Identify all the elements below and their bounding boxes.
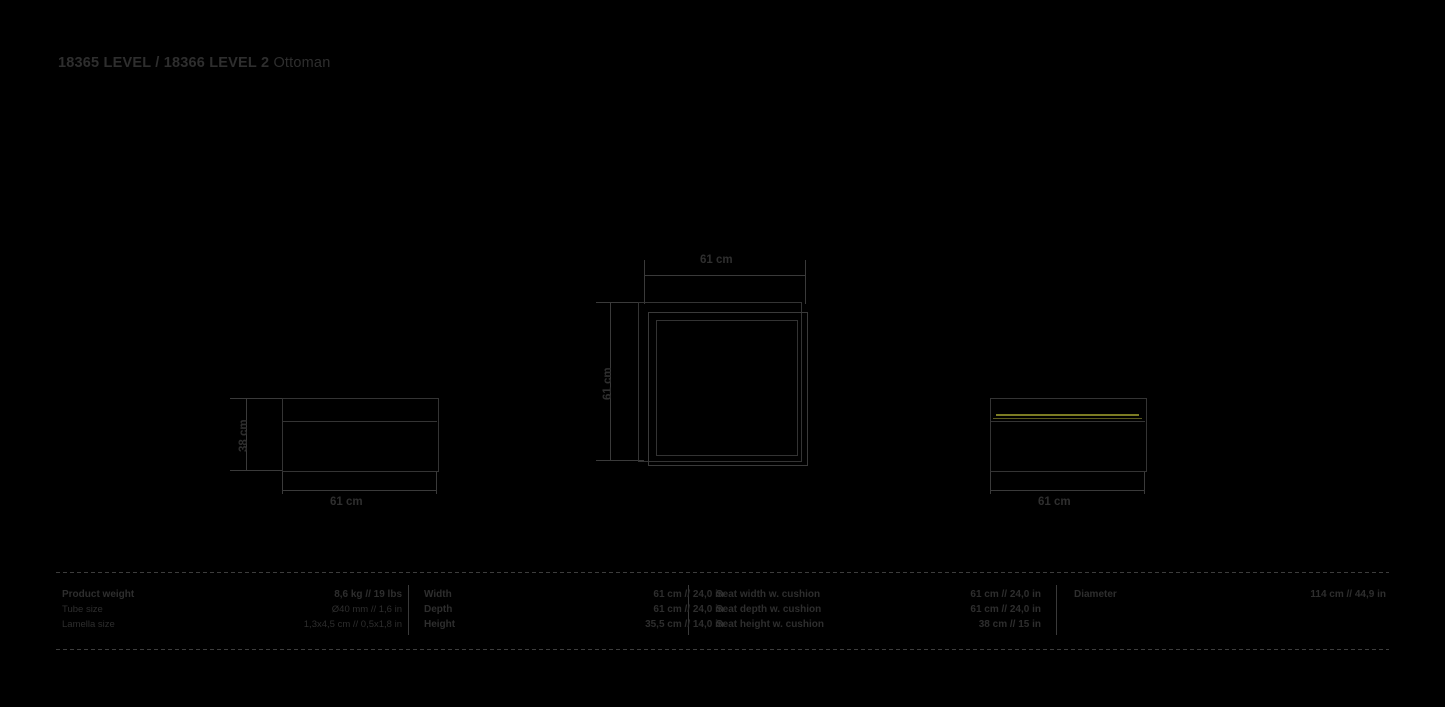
table-row — [62, 603, 402, 618]
dim-line-horizontal — [282, 490, 437, 491]
column-divider — [408, 585, 409, 635]
dim-ext-line — [596, 302, 644, 303]
table-row — [716, 603, 1046, 618]
table-row — [716, 618, 1046, 633]
ottoman-seat-line — [282, 421, 437, 422]
spec-column-seat — [716, 588, 1046, 633]
spec-value: 61 cm // 24,0 in — [970, 604, 1041, 615]
top-view-drawing — [600, 250, 900, 500]
spec-value: Ø40 mm // 1,6 in — [331, 604, 402, 615]
page-title-light: Ottoman — [273, 55, 331, 71]
table-row — [716, 588, 1046, 603]
table-row — [62, 588, 402, 603]
spec-label: Seat width w. cushion — [716, 589, 821, 600]
table-row — [424, 588, 724, 603]
front-view-drawing — [960, 380, 1240, 530]
dim-ext-line — [805, 260, 806, 304]
spec-label: Seat depth w. cushion — [716, 604, 822, 615]
side-view-drawing — [222, 380, 482, 520]
table-row — [1074, 588, 1386, 603]
side-width-label: 61 cm — [330, 496, 363, 508]
front-width-label: 61 cm — [1038, 496, 1071, 508]
spec-value: 61 cm // 24,0 in — [653, 604, 724, 615]
table-top-rule — [56, 572, 1389, 573]
spec-label: Depth — [424, 604, 453, 615]
spec-value: 8,6 kg // 19 lbs — [334, 589, 402, 600]
spec-value: 1,3x4,5 cm // 0,5x1,8 in — [303, 619, 402, 630]
spec-label: Width — [424, 589, 452, 600]
dim-line-horizontal — [990, 490, 1145, 491]
dim-ext-line — [230, 470, 290, 471]
spec-label: Height — [424, 619, 456, 630]
specifications-table — [56, 572, 1389, 650]
ottoman-top-inner-outline — [656, 320, 798, 456]
page-title-bold: 18365 LEVEL / 18366 LEVEL 2 — [58, 55, 274, 71]
top-width-label: 61 cm — [700, 254, 733, 266]
table-row — [424, 603, 724, 618]
top-depth-label: 61 cm — [602, 367, 614, 400]
dim-line-horizontal — [644, 275, 806, 276]
column-divider — [1056, 585, 1057, 635]
spec-label: Product weight — [62, 589, 135, 600]
spec-value: 38 cm // 15 in — [978, 619, 1041, 630]
ottoman-cushion-highlight — [996, 414, 1139, 416]
spec-value: 35,5 cm // 14,0 in — [645, 619, 724, 630]
spec-value: 61 cm // 24,0 in — [970, 589, 1041, 600]
table-row — [62, 618, 402, 633]
ottoman-cushion — [993, 401, 1142, 419]
spec-label: Lamella size — [62, 619, 115, 630]
table-bottom-rule — [56, 649, 1389, 650]
table-row — [424, 618, 724, 633]
side-height-label: 38 cm — [238, 419, 250, 452]
spec-value: 114 cm // 44,9 in — [1310, 589, 1386, 600]
dim-ext-line — [596, 460, 644, 461]
spec-label: Diameter — [1074, 589, 1117, 600]
ottoman-front-seat-line — [990, 421, 1145, 422]
spec-label: Tube size — [62, 604, 103, 615]
spec-column-diameter — [1074, 588, 1386, 603]
dim-ext-line — [644, 260, 645, 304]
ottoman-top-surface — [285, 401, 434, 419]
dim-ext-line — [230, 398, 290, 399]
spec-column-product — [62, 588, 402, 633]
spec-label: Seat height w. cushion — [716, 619, 824, 630]
spec-column-dimensions — [424, 588, 724, 633]
spec-value: 61 cm // 24,0 in — [653, 589, 724, 600]
